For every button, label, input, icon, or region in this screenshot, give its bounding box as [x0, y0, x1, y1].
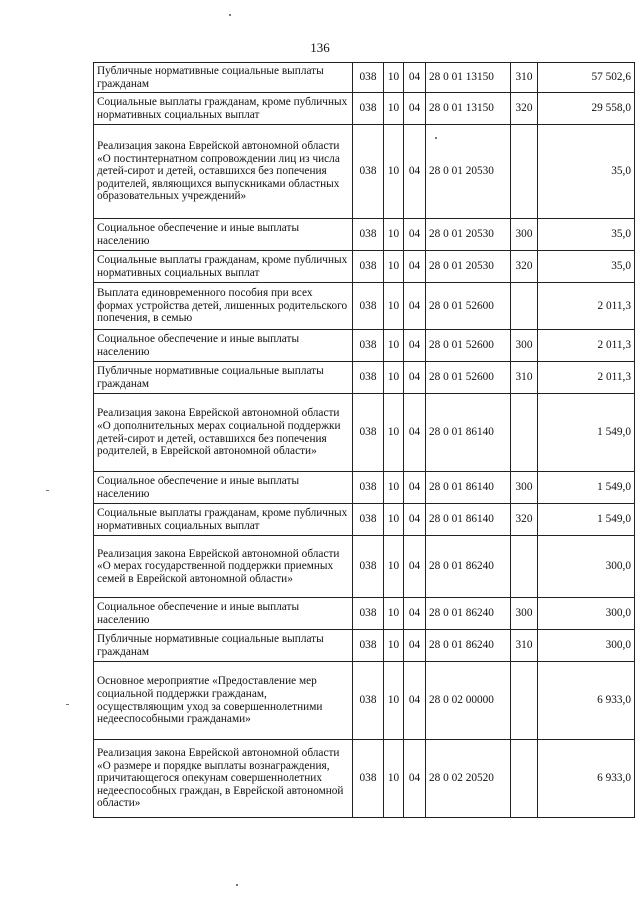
row-expense-type: 300 — [511, 598, 538, 630]
row-name: Реализация закона Еврейской автономной области «О постинтернатном сопровождении лиц из числа детей-сирот и детей, оставшихся без попечения родителей, являющихся выпускниками областных образовательных учреждений» — [94, 125, 353, 219]
row-code: 038 — [353, 598, 384, 630]
row-sum: 6 933,0 — [538, 662, 635, 740]
row-section: 10 — [384, 504, 404, 536]
row-subsection: 04 — [404, 251, 426, 283]
row-subsection: 04 — [404, 219, 426, 251]
table-row — [94, 630, 635, 662]
row-target-article: 28 0 01 20530 — [426, 219, 511, 251]
row-expense-type: 310 — [511, 362, 538, 394]
row-target-article: 28 0 01 20530 — [426, 251, 511, 283]
row-name: Публичные нормативные социальные выплаты гражданам — [94, 362, 353, 394]
row-target-article: 28 0 01 52600 — [426, 362, 511, 394]
row-target-article: 28 0 01 52600 — [426, 283, 511, 330]
row-expense-type — [511, 125, 538, 219]
row-section: 10 — [384, 330, 404, 362]
row-expense-type: 300 — [511, 472, 538, 504]
table-row — [94, 93, 635, 125]
table-row — [94, 330, 635, 362]
row-subsection: 04 — [404, 598, 426, 630]
table-row — [94, 472, 635, 504]
row-section: 10 — [384, 251, 404, 283]
row-code: 038 — [353, 362, 384, 394]
row-section: 10 — [384, 662, 404, 740]
row-code: 038 — [353, 662, 384, 740]
scan-speck — [236, 884, 238, 886]
row-subsection: 04 — [404, 125, 426, 219]
row-code: 038 — [353, 330, 384, 362]
row-subsection: 04 — [404, 283, 426, 330]
scan-speck — [46, 490, 49, 491]
row-subsection: 04 — [404, 472, 426, 504]
row-sum: 35,0 — [538, 125, 635, 219]
scan-speck — [435, 137, 437, 139]
row-subsection: 04 — [404, 740, 426, 818]
page-number: 136 — [310, 40, 330, 55]
row-section: 10 — [384, 630, 404, 662]
row-section: 10 — [384, 598, 404, 630]
row-section: 10 — [384, 394, 404, 472]
row-subsection: 04 — [404, 504, 426, 536]
row-target-article: 28 0 02 20520 — [426, 740, 511, 818]
row-sum: 2 011,3 — [538, 330, 635, 362]
row-expense-type — [511, 536, 538, 598]
scan-speck — [66, 704, 69, 705]
row-section: 10 — [384, 219, 404, 251]
row-expense-type — [511, 394, 538, 472]
row-code: 038 — [353, 630, 384, 662]
table-row — [94, 125, 635, 219]
row-name: Реализация закона Еврейской автономной области «О дополнительных мерах социальной поддержки детей-сирот и детей, оставшихся без попечения родителей, в Еврейской автономной области» — [94, 394, 353, 472]
row-sum: 29 558,0 — [538, 93, 635, 125]
row-expense-type — [511, 740, 538, 818]
row-section: 10 — [384, 362, 404, 394]
row-section: 10 — [384, 536, 404, 598]
table-row — [94, 362, 635, 394]
row-sum: 1 549,0 — [538, 394, 635, 472]
row-section: 10 — [384, 740, 404, 818]
row-name: Социальное обеспечение и иные выплаты населению — [94, 472, 353, 504]
row-code: 038 — [353, 63, 384, 93]
row-target-article: 28 0 01 86140 — [426, 504, 511, 536]
row-code: 038 — [353, 125, 384, 219]
row-target-article: 28 0 01 86140 — [426, 472, 511, 504]
row-code: 038 — [353, 472, 384, 504]
row-code: 038 — [353, 504, 384, 536]
row-target-article: 28 0 01 13150 — [426, 63, 511, 93]
row-sum: 1 549,0 — [538, 504, 635, 536]
table-row — [94, 283, 635, 330]
row-sum: 300,0 — [538, 536, 635, 598]
row-sum: 2 011,3 — [538, 283, 635, 330]
row-name: Публичные нормативные социальные выплаты гражданам — [94, 63, 353, 93]
row-name: Выплата единовременного пособия при всех формах устройства детей, лишенных родительского попечения, в семью — [94, 283, 353, 330]
row-target-article: 28 0 01 86240 — [426, 598, 511, 630]
row-sum: 35,0 — [538, 219, 635, 251]
row-code: 038 — [353, 93, 384, 125]
row-expense-type: 300 — [511, 219, 538, 251]
row-name: Социальное обеспечение и иные выплаты населению — [94, 330, 353, 362]
row-expense-type — [511, 662, 538, 740]
row-name: Реализация закона Еврейской автономной области «О мерах государственной поддержки приемных семей в Еврейской автономной области» — [94, 536, 353, 598]
row-code: 038 — [353, 283, 384, 330]
row-expense-type — [511, 283, 538, 330]
row-name: Публичные нормативные социальные выплаты гражданам — [94, 630, 353, 662]
row-name: Социальное обеспечение и иные выплаты населению — [94, 219, 353, 251]
row-expense-type: 320 — [511, 93, 538, 125]
row-target-article: 28 0 01 86240 — [426, 630, 511, 662]
row-expense-type: 300 — [511, 330, 538, 362]
row-section: 10 — [384, 63, 404, 93]
row-sum: 6 933,0 — [538, 740, 635, 818]
row-subsection: 04 — [404, 362, 426, 394]
row-expense-type: 320 — [511, 251, 538, 283]
row-subsection: 04 — [404, 93, 426, 125]
row-code: 038 — [353, 219, 384, 251]
row-sum: 300,0 — [538, 598, 635, 630]
row-subsection: 04 — [404, 63, 426, 93]
table-row — [94, 394, 635, 472]
row-subsection: 04 — [404, 662, 426, 740]
row-target-article: 28 0 01 86140 — [426, 394, 511, 472]
row-section: 10 — [384, 125, 404, 219]
budget-table — [93, 62, 635, 818]
table-row — [94, 740, 635, 818]
table-row — [94, 251, 635, 283]
row-subsection: 04 — [404, 630, 426, 662]
row-subsection: 04 — [404, 536, 426, 598]
row-sum: 2 011,3 — [538, 362, 635, 394]
row-code: 038 — [353, 536, 384, 598]
row-section: 10 — [384, 93, 404, 125]
table-row — [94, 598, 635, 630]
table-row — [94, 536, 635, 598]
row-name: Социальные выплаты гражданам, кроме публичных нормативных социальных выплат — [94, 504, 353, 536]
row-section: 10 — [384, 283, 404, 330]
table-row — [94, 63, 635, 93]
row-expense-type: 320 — [511, 504, 538, 536]
row-expense-type: 310 — [511, 63, 538, 93]
row-section: 10 — [384, 472, 404, 504]
row-sum: 1 549,0 — [538, 472, 635, 504]
row-sum: 300,0 — [538, 630, 635, 662]
row-code: 038 — [353, 740, 384, 818]
scan-speck — [229, 14, 231, 16]
row-name: Реализация закона Еврейской автономной области «О размере и порядке выплаты вознаграждения, причитающегося опекунам совершеннолетних недееспособных граждан, в Еврейской автономной области» — [94, 740, 353, 818]
table-row — [94, 504, 635, 536]
row-target-article: 28 0 01 86240 — [426, 536, 511, 598]
row-sum: 57 502,6 — [538, 63, 635, 93]
row-code: 038 — [353, 394, 384, 472]
table-row — [94, 662, 635, 740]
row-expense-type: 310 — [511, 630, 538, 662]
row-name: Социальные выплаты гражданам, кроме публичных нормативных социальных выплат — [94, 251, 353, 283]
row-target-article: 28 0 02 00000 — [426, 662, 511, 740]
budget-table-body — [94, 63, 635, 818]
row-code: 038 — [353, 251, 384, 283]
row-target-article: 28 0 01 13150 — [426, 93, 511, 125]
row-target-article: 28 0 01 52600 — [426, 330, 511, 362]
row-target-article: 28 0 01 20530 — [426, 125, 511, 219]
row-name: Социальное обеспечение и иные выплаты населению — [94, 598, 353, 630]
row-sum: 35,0 — [538, 251, 635, 283]
row-name: Социальные выплаты гражданам, кроме публичных нормативных социальных выплат — [94, 93, 353, 125]
row-name: Основное мероприятие «Предоставление мер социальной поддержки гражданам, осуществляющим уход за совершеннолетними недееспособными гражданами» — [94, 662, 353, 740]
row-subsection: 04 — [404, 330, 426, 362]
row-subsection: 04 — [404, 394, 426, 472]
table-row — [94, 219, 635, 251]
